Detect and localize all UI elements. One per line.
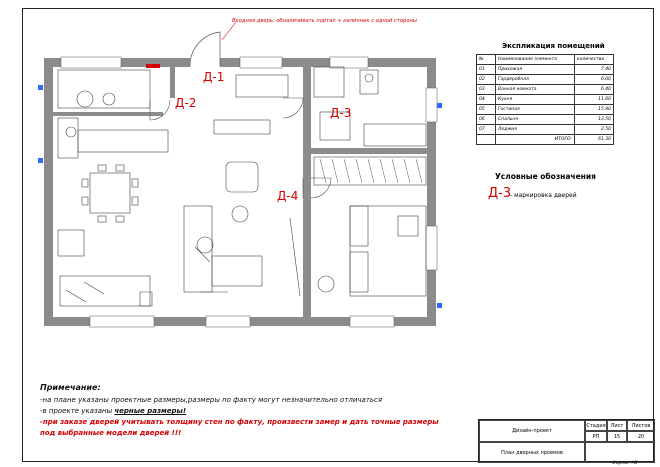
room-area: 11.60 <box>575 95 614 105</box>
row-number: 03 <box>477 85 496 95</box>
entry-sensor <box>146 64 160 68</box>
explication-title: Экспликация помещений <box>502 42 605 50</box>
stamp-sheets: 20 <box>627 431 655 442</box>
header-cell: № <box>477 55 496 65</box>
stamp-col-stage: Стадия <box>585 420 607 431</box>
room-area: 6.40 <box>575 85 614 95</box>
table-row <box>477 75 614 85</box>
header-cell: количество <box>575 55 614 65</box>
table-row <box>477 125 614 135</box>
entry-note-leader <box>222 22 236 40</box>
room-name: Лоджия <box>496 125 575 135</box>
room-area: 15.90 <box>575 105 614 115</box>
notes-line-3: -при заказе дверей учитывать толщину стен по факту, произвести замер и дать точные размеры <box>40 418 439 426</box>
total-value: 61.30 <box>575 135 614 145</box>
notes-line-2-bold: черные размеры! <box>114 407 187 415</box>
notes-line-2-prefix: -в проекте указаны <box>40 407 115 415</box>
room-area: 6.00 <box>575 75 614 85</box>
header-cell: Наименование элемента <box>496 55 575 65</box>
stamp-col-sheets: Листов <box>627 420 655 431</box>
table-row <box>477 135 614 145</box>
room-name: Гостиная <box>496 105 575 115</box>
stamp-project: Дизайн-проект <box>479 420 585 442</box>
axis-markers <box>38 85 442 308</box>
entry-door-opening <box>190 57 220 68</box>
kitchen-furniture <box>58 70 168 306</box>
row-number: 06 <box>477 115 496 125</box>
table-row <box>477 55 614 65</box>
stamp-stage: РП <box>585 431 607 442</box>
stamp-sheet-name: План дверных проемов <box>479 442 585 463</box>
room-area: 2.50 <box>575 125 614 135</box>
room-name: Прихожая <box>496 65 575 75</box>
notes-line-1: -на плане указаны проектные размеры,размеры по факту могут незначительно отличаться <box>40 396 383 404</box>
explication-table <box>476 54 614 145</box>
legend-door-tag: Д-3 <box>488 186 512 201</box>
table-row <box>477 65 614 75</box>
stamp-format: Формат А3 <box>612 461 638 466</box>
total-label: ИТОГО: <box>496 135 575 145</box>
room-name: Гардеробная <box>496 75 575 85</box>
room-area: 13.50 <box>575 115 614 125</box>
living-furniture <box>184 75 300 296</box>
door-label-3: Д-3 <box>330 106 352 120</box>
stamp-col-sheet: Лист <box>607 420 627 431</box>
row-number: 05 <box>477 105 496 115</box>
row-number: 01 <box>477 65 496 75</box>
table-row <box>477 95 614 105</box>
row-number: 04 <box>477 95 496 105</box>
room-name: Кухня <box>496 95 575 105</box>
door-label-1: Д-1 <box>203 70 225 84</box>
stamp-sheet: 15 <box>607 431 627 442</box>
wardrobe-hatch <box>320 159 422 183</box>
table-row <box>477 115 614 125</box>
notes-line-2 <box>40 407 186 415</box>
table-row <box>477 105 614 115</box>
room-name: Ванная комната <box>496 85 575 95</box>
table-row <box>477 85 614 95</box>
door-label-2: Д-2 <box>175 96 197 110</box>
legend-description: - маркировка дверей <box>510 192 577 199</box>
entry-door-note: Входная дверь, обналичивать портал + наличник с одной стороны <box>232 18 417 24</box>
room-area: 7.40 <box>575 65 614 75</box>
stamp-logo-area <box>585 442 655 463</box>
room-name: Спальня <box>496 115 575 125</box>
row-number: 02 <box>477 75 496 85</box>
title-block <box>478 419 655 463</box>
legend-title: Условные обозначения <box>495 172 596 181</box>
notes-title: Примечание: <box>40 383 101 392</box>
notes-line-4: под выбранные модели дверей !!! <box>40 429 182 437</box>
row-number: 07 <box>477 125 496 135</box>
door-label-4: Д-4 <box>277 189 299 203</box>
